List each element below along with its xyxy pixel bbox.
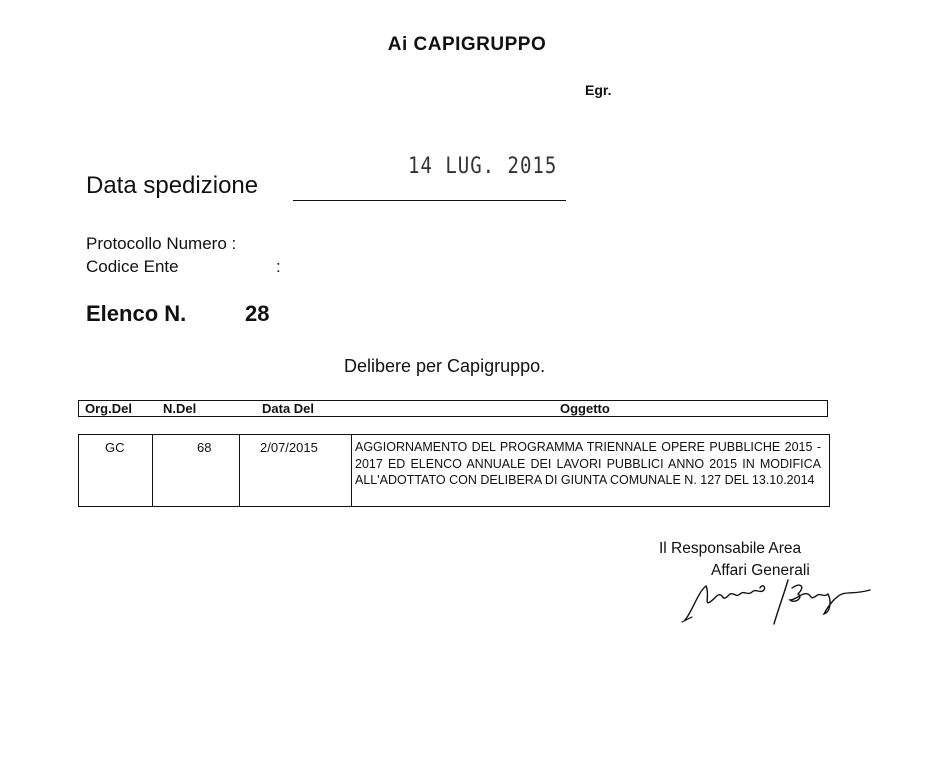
table-header [78, 400, 828, 417]
header-data-del: Data Del [262, 401, 315, 416]
elenco-label: Elenco N. [86, 301, 187, 326]
handwritten-signature [680, 572, 880, 632]
codice-ente-colon: : [276, 257, 281, 276]
column-divider [152, 435, 153, 506]
cell-oggetto: AGGIORNAMENTO DEL PROGRAMMA TRIENNALE OPERE PUBBLICHE 2015 - 2017 ED ELENCO ANNUALE DEI LAVORI PUBBLICI ANNO 2015 IN MODIFICA ALL'ADOTTATO CON DELIBERA DI GIUNTA COMUNALE N. 127 DEL 13.10.2014 [355, 440, 821, 487]
cell-data-del: 2/07/2015 [260, 440, 318, 455]
header-oggetto: Oggetto [560, 401, 610, 416]
recipient-label: Egr. [585, 82, 612, 98]
signature-title-line1: Il Responsabile Area [659, 540, 802, 557]
header-n-del: N.Del [163, 401, 197, 416]
data-spedizione-underline [293, 200, 566, 201]
header-org-del: Org.Del [85, 401, 132, 416]
subtitle: Delibere per Capigruppo. [344, 356, 546, 376]
data-spedizione-label: Data spedizione [86, 172, 259, 199]
column-divider [239, 435, 240, 506]
protocollo-label: Protocollo Numero : [86, 234, 237, 253]
date-stamp: 14 LUG. 2015 [408, 153, 558, 179]
column-divider [351, 435, 352, 506]
document-title: Ai CAPIGRUPPO [387, 34, 547, 55]
cell-n-del: 68 [197, 440, 212, 455]
cell-org-del: GC [105, 440, 125, 455]
codice-ente-label: Codice Ente [86, 257, 179, 276]
elenco-number: 28 [245, 301, 270, 326]
table-row [78, 434, 830, 507]
signature-title-line2: Affari Generali [711, 562, 810, 579]
